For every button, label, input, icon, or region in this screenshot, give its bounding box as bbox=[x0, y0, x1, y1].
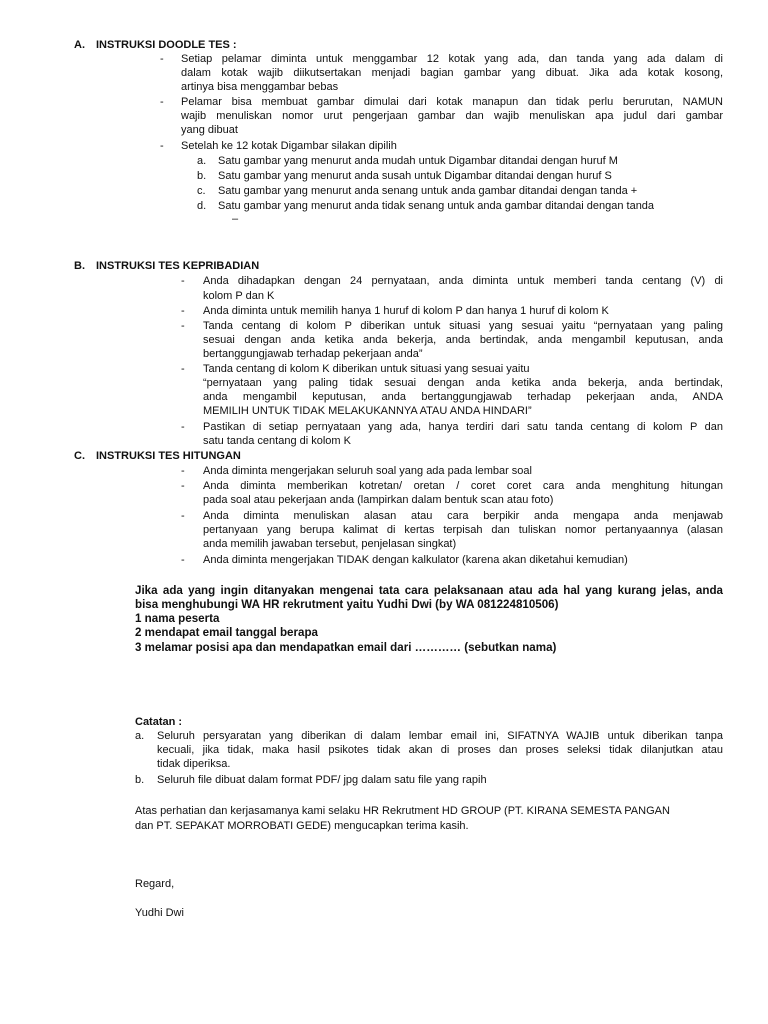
section-a-subitem-marker: b. bbox=[197, 170, 207, 182]
section-c-bullet-dash: - bbox=[181, 554, 185, 566]
section-c-marker: C. bbox=[74, 450, 85, 462]
section-b-bullet-line: Tanda centang di kolom P diberikan untuk situasi yang sesuai yaitu “pernyataan yang paling bbox=[203, 320, 723, 332]
section-a-bullet-dash: - bbox=[160, 53, 164, 65]
section-c-bullet-line: anda memilih jawaban tersebut, penjelasan singkat) bbox=[203, 538, 457, 550]
section-a-bullet-line: wajib menuliskan nomor urut pengerjaan gambar dan wajib menuliskan apa judul dari gambar bbox=[181, 110, 723, 122]
closing-line: Atas perhatian dan kerjasamanya kami selaku HR Rekrutment HD GROUP (PT. KIRANA SEMESTA PANGAN bbox=[135, 805, 670, 817]
section-a-bullet-line: Setelah ke 12 kotak Digambar silakan dipilih bbox=[181, 140, 397, 152]
notes-item-marker: b. bbox=[135, 774, 145, 786]
section-b-bullet-line: kolom P dan K bbox=[203, 290, 275, 302]
section-a-subitem-marker: c. bbox=[197, 185, 206, 197]
section-b-bullet-line: sesuai dengan anda ketika anda bekerja, anda bertindak, anda mengambil keputusan, anda bbox=[203, 334, 723, 346]
notes-heading: Catatan : bbox=[135, 716, 183, 728]
section-b-heading: INSTRUKSI TES KEPRIBADIAN bbox=[96, 260, 260, 272]
section-b-bullet-line: anda mengambil keputusan, anda bertanggungjawab terhadap pekerjaan anda, ANDA bbox=[203, 391, 723, 403]
section-c-heading: INSTRUKSI TES HITUNGAN bbox=[96, 450, 241, 462]
section-c-bullet-line: Anda diminta mengerjakan TIDAK dengan kalkulator (karena akan diketahui kemudian) bbox=[203, 554, 628, 566]
section-b-bullet-line: Tanda centang di kolom K diberikan untuk situasi yang sesuai yaitu bbox=[203, 363, 530, 375]
section-b-bullet-line: bertanggungjawab terhadap pekerjaan anda” bbox=[203, 348, 423, 360]
section-a-subitem-text: Satu gambar yang menurut anda senang untuk anda gambar ditandai dengan tanda + bbox=[218, 185, 638, 197]
section-a-bullet-line: Pelamar bisa membuat gambar dimulai dari kotak manapun dan tidak perlu berurutan, NAMUN bbox=[181, 96, 723, 108]
section-b-bullet-line: satu tanda centang di kolom K bbox=[203, 435, 351, 447]
regard-text: Regard, bbox=[135, 878, 175, 890]
section-b-bullet-line: MEMILIH UNTUK TIDAK MELAKUKANNYA ATAU ANDA HINDARI” bbox=[203, 405, 532, 417]
section-c-bullet-dash: - bbox=[181, 480, 185, 492]
section-c-bullet-line: Anda diminta memberikan kotretan/ oretan / coret coret cara anda menghitung hitungan bbox=[203, 480, 723, 492]
signature-name: Yudhi Dwi bbox=[135, 907, 184, 919]
section-c-bullet-line: Anda diminta mengerjakan seluruh soal yang ada pada lembar soal bbox=[203, 465, 532, 477]
contact-line: 2 mendapat email tanggal berapa bbox=[135, 626, 318, 639]
section-c-bullet-dash: - bbox=[181, 465, 185, 477]
section-b-marker: B. bbox=[74, 260, 85, 272]
section-a-bullet-line: yang dibuat bbox=[181, 124, 238, 136]
notes-item-line: Seluruh file dibuat dalam format PDF/ jpg dalam satu file yang rapih bbox=[157, 774, 487, 786]
section-b-bullet-dash: - bbox=[181, 275, 185, 287]
section-a-bullet-line: dalam kotak wajib diikutsertakan menjadi bagian gambar yang dibuat. Jika ada kotak kosong, bbox=[181, 67, 723, 79]
notes-item-line: tidak diperiksa. bbox=[157, 758, 231, 770]
section-b-bullet-line: Anda diminta untuk memilih hanya 1 huruf di kolom P dan hanya 1 huruf di kolom K bbox=[203, 305, 609, 317]
section-a-subitem-marker: d. bbox=[197, 200, 207, 212]
section-a-heading: INSTRUKSI DOODLE TES : bbox=[96, 39, 237, 51]
closing-line: dan PT. SEPAKAT MORROBATI GEDE) mengucapkan terima kasih. bbox=[135, 820, 469, 832]
section-b-bullet-line: Anda dihadapkan dengan 24 pernyataan, anda diminta untuk memberi tanda centang (V) di bbox=[203, 275, 723, 287]
section-c-bullet-line: pada soal atau pekerjaan anda (lampirkan dalam bentuk scan atau foto) bbox=[203, 494, 554, 506]
section-a-subitem-continuation: – bbox=[232, 213, 239, 225]
contact-line: 1 nama peserta bbox=[135, 612, 220, 625]
section-a-bullet-dash: - bbox=[160, 96, 164, 108]
section-b-bullet-dash: - bbox=[181, 363, 185, 375]
section-a-marker: A. bbox=[74, 39, 85, 51]
section-c-bullet-dash: - bbox=[181, 510, 185, 522]
section-c-bullet-line: pertanyaan yang berupa kalimat di kertas terpisah dan tuliskan nomor pertanyaannya (alasan bbox=[203, 524, 723, 536]
notes-item-marker: a. bbox=[135, 730, 145, 742]
section-a-subitem-text: Satu gambar yang menurut anda susah untuk Digambar ditandai dengan huruf S bbox=[218, 170, 612, 182]
notes-item-line: Seluruh persyaratan yang diberikan di dalam lembar email ini, SIFATNYA WAJIB untuk diberikan tanpa bbox=[157, 730, 723, 742]
contact-line: Jika ada yang ingin ditanyakan mengenai tata cara pelaksanaan atau ada hal yang kurang jelas, anda bbox=[135, 584, 723, 597]
section-c-bullet-line: Anda diminta menuliskan alasan atau cara berpikir anda mengapa anda menjawab bbox=[203, 510, 723, 522]
section-a-subitem-text: Satu gambar yang menurut anda tidak senang untuk anda gambar ditandai dengan tanda bbox=[218, 200, 655, 212]
section-a-bullet-dash: - bbox=[160, 140, 164, 152]
contact-line: 3 melamar posisi apa dan mendapatkan email dari ………… (sebutkan nama) bbox=[135, 641, 557, 654]
section-b-bullet-dash: - bbox=[181, 320, 185, 332]
section-b-bullet-line: “pernyataan yang paling tidak sesuai dengan anda ketika anda bekerja, anda bertindak, bbox=[203, 377, 723, 389]
notes-item-line: kecuali, jika tidak, maka hasil psikotes tidak akan di proses dan proses seleksi tidak dilanjutkan atau bbox=[157, 744, 723, 756]
section-b-bullet-line: Pastikan di setiap pernyataan yang ada, hanya terdiri dari satu tanda centang di kolom P dan bbox=[203, 421, 723, 433]
section-b-bullet-dash: - bbox=[181, 305, 185, 317]
section-a-subitem-marker: a. bbox=[197, 155, 207, 167]
section-a-bullet-line: artinya bisa menggambar bebas bbox=[181, 81, 339, 93]
contact-line: bisa menghubungi WA HR rekrutment yaitu Yudhi Dwi (by WA 081224810506) bbox=[135, 598, 559, 611]
section-b-bullet-dash: - bbox=[181, 421, 185, 433]
section-a-subitem-text: Satu gambar yang menurut anda mudah untuk Digambar ditandai dengan huruf M bbox=[218, 155, 618, 167]
section-a-bullet-line: Setiap pelamar diminta untuk menggambar 12 kotak yang ada, dan tanda yang ada dalam di bbox=[181, 53, 723, 65]
